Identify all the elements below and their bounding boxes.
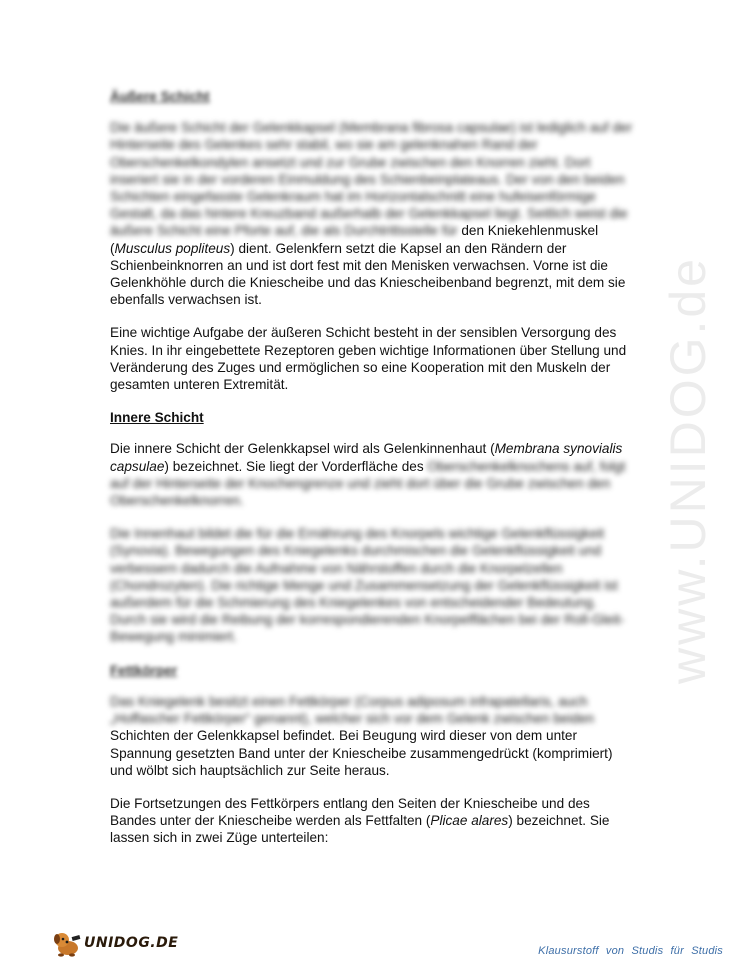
inner-paragraph-2: Die Innenhaut bildet die für die Ernährung des Knorpels wichtige Gelenkflüssigkeit (Synovia). Bewegungen des Kniegelenks durchmischen die Gelenkflüssigkeit und verbessern dadurch die Aufnahme von Nährstoffen durch die Knorpelzellen (Chondrozyten). Die richtige Menge und Zusammensetzung der Gelenkflüssigkeit ist außerdem für die Schmierung des Kniegelenkes von entscheidender Bedeutung. Durch sie wird die Reibung der korrespondierenden Knorpelflächen bei der Roll-Gleit-Bewegung minimiert. [110, 526, 625, 645]
section-heading-fat: Fettkörper [110, 662, 178, 678]
watermark: www.UNIDOG.de [660, 256, 716, 684]
inner-p1-term: Membrana synovialis capsulae [110, 441, 623, 474]
section-heading-outer: Äußere Schicht [110, 89, 210, 104]
fat-paragraph-2 [110, 795, 635, 847]
fat-p2-term: Plicae alares [430, 813, 509, 829]
dog-mascot-icon [52, 928, 82, 958]
inner-p1-text-a: Die innere Schicht der Gelenkkapsel wird als Gelenkinnenhaut ( [110, 441, 495, 457]
inner-paragraph-1 [110, 440, 635, 509]
footer-tagline: Klausurstoff von Studis für Studis [538, 945, 723, 957]
inner-p1-text-b: ) bezeichnet. Sie liegt der Vorderfläche des [164, 458, 424, 474]
logo-text: UNIDOG.DE [84, 935, 179, 951]
outer-p1-text-b: ) dient. Gelenkfern setzt die Kapsel an den Rändern der Schienbeinknorren an und ist dort fest mit den Menisken verwachsen. Vorne ist die Gelenkhöhle durch die Kniescheibe und das Kniescheibenband begrenzt, mit dem sie ebenfalls verwachsen ist. [110, 240, 626, 308]
fat-p2-text-b: ) bezeichnet. Sie lassen sich in zwei Züge unterteilen: [110, 813, 610, 846]
outer-p1-blurred: Die äußere Schicht der Gelenkkapsel (Membrana fibrosa capsulae) ist lediglich auf der Hinterseite des Gelenkes sehr stabil, wo sie am gelenknahen Rand der Oberschenkelkondylen ansetzt und zur Grube zwischen den Knorren zieht. Dort inseriert sie in der vorderen Einmuldung des Schienbeinplateaus. Der von den beiden Schichten eingefasste Gelenkraum hat im Horizontalschnitt eine hufeisenförmige Gestalt, da das hintere Kreuzband außerhalb der Gelenkkapsel liegt. Seitlich weist die äußere Schicht eine Pforte auf, die als Durchtrittsstelle für [110, 120, 633, 239]
section-heading-inner: Innere Schicht [110, 410, 204, 426]
fat-p1-blurred: Das Kniegelenk besitzt einen Fettkörper (Corpus adiposum infrapatellaris, auch „Hoffascher Fettkörper“ genannt), welcher sich vor dem Gelenk zwischen beiden [110, 693, 595, 727]
outer-p1-text-a: den Kniekehlenmuskel ( [110, 223, 599, 256]
outer-p1-term: Musculus popliteus [114, 240, 231, 256]
unidog-logo [52, 928, 178, 958]
inner-p1-blurred: Oberschenkelknochens auf, folgt auf der Hinterseite der Knochengrenze und zieht dort über die Grube zwischen den Oberschenkelknorren. [110, 458, 626, 509]
outer-paragraph-2: Eine wichtige Aufgabe der äußeren Schicht besteht in der sensiblen Versorgung des Knies. In ihr eingebettete Rezeptoren geben wichtige Informationen über Stellung und Veränderung des Zuges und ermöglichen so eine Kooperation mit den Muskeln der gesamten unteren Extremität. [110, 325, 627, 393]
fat-paragraph-1 [110, 693, 635, 779]
fat-p2-text-a: Die Fortsetzungen des Fettkörpers entlang den Seiten der Kniescheibe und des Bandes unter der Kniescheibe werden als Fettfalten ( [110, 795, 590, 829]
outer-paragraph-1 [110, 119, 635, 308]
document-body [110, 88, 635, 863]
fat-p1-text: Schichten der Gelenkkapsel befindet. Bei Beugung wird dieser von dem unter Spannung gesetzten Band unter der Kniescheibe zusammengedrückt (komprimiert) und wölbt sich hauptsächlich zur Seite heraus. [110, 728, 613, 778]
